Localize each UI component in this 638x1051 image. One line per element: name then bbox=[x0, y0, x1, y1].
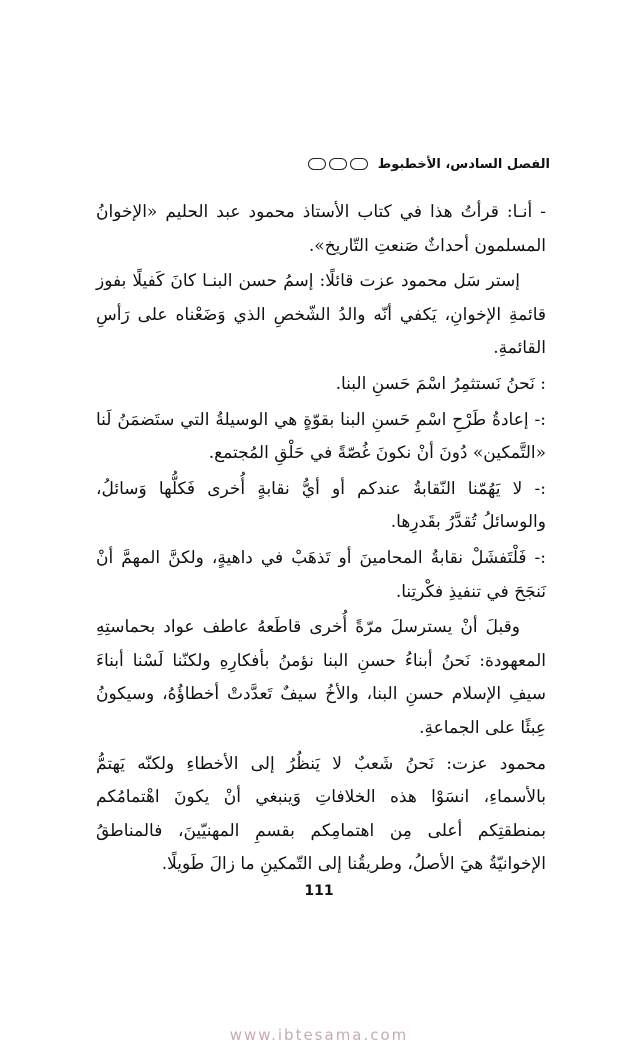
page-body bbox=[96, 196, 546, 884]
paragraph: إستر سَل محمود عزت قائلًا: إسمُ حسن البنـا كانَ كَفيلًا بفوز قائمةِ الإخوانِ، يَكفي أنّه والدُ الشّخصِ الذي وَضَعْناه على رَأسِ القائمةِ. bbox=[96, 271, 546, 359]
running-header bbox=[90, 152, 550, 176]
paragraph: :- لا يَهُمّنا النّقابةُ عندكم أو أيُّ نقابةٍ أُخرى فَكلُّها وَسائلُ، والوسائلُ تُقدَّرُ بقَدرِها. bbox=[96, 478, 546, 533]
page-number: 111 bbox=[304, 883, 334, 899]
chapter-title: الفصل السادس، الأخطبوط bbox=[377, 156, 550, 172]
paragraph: : نَحنُ نَستثمِرُ اسْمَ حَسنِ البنا. bbox=[335, 373, 546, 394]
paragraph: :- إعادةُ طَرْحِ اسْمِ حَسنِ البنا بقوّةٍ هي الوسيلةُ التي ستَضمَنُ لَنا «التَّمكين» دُونَ أنْ نكونَ غُصّةً في حَلْقِ المُجتمع. bbox=[96, 409, 546, 464]
header-ornament bbox=[308, 158, 368, 170]
watermark: www.ibtesama.com bbox=[229, 1026, 409, 1044]
ornament-oval bbox=[350, 158, 368, 170]
ornament-oval bbox=[308, 158, 326, 170]
paragraph: - أنـا: قرأتُ هذا في كتاب الأستاذ محمود عبد الحليم «الإخوانُ المسلمون أحداثٌ صَنعتِ التّاريخ». bbox=[96, 202, 547, 256]
paragraph: وقبلَ أنْ يسترسلَ مرّةً أُخرى قاطَعهُ عاطف عواد بحماستِهِ المعهودة: نَحنُ أبناءُ حسنِ البنا نؤمنُ بأفكارِهِ ولكنّنا لَسْنا أبناءَ سيفِ الإسلام حسنِ البنا، والأخُ سيفٌ تَعدَّدتْ أخطاؤُهُ، وسيكونُ عِبئًا على الجماعةِ. bbox=[96, 617, 546, 738]
ornament-oval bbox=[329, 158, 347, 170]
paragraph: محمود عزت: نَحنُ شَعبٌ لا يَنظُرُ إلى الأخطاءِ ولكنّه يَهتمُّ بالأسماءِ، انسَوْا هذه الخلافاتِ وَينبغي أنْ يكونَ اهْتمامُكم بمنطقتِكم أعلى مِن اهتمامِكم بقسمِ المهنيّينَ، فالمناطقُ الإخوانيّةُ هيَ الأصلُ، وطريقُنا إلى التّمكينِ ما زالَ طَويلًا. bbox=[96, 753, 546, 875]
paragraph: :- فَلْتَفشَلْ نقابةُ المحامينَ أو تَذهَبْ في داهيةٍ، ولكنَّ المهمَّ أنْ نَنجَحَ في تنفيذِ فكْرتِنا. bbox=[96, 547, 546, 602]
